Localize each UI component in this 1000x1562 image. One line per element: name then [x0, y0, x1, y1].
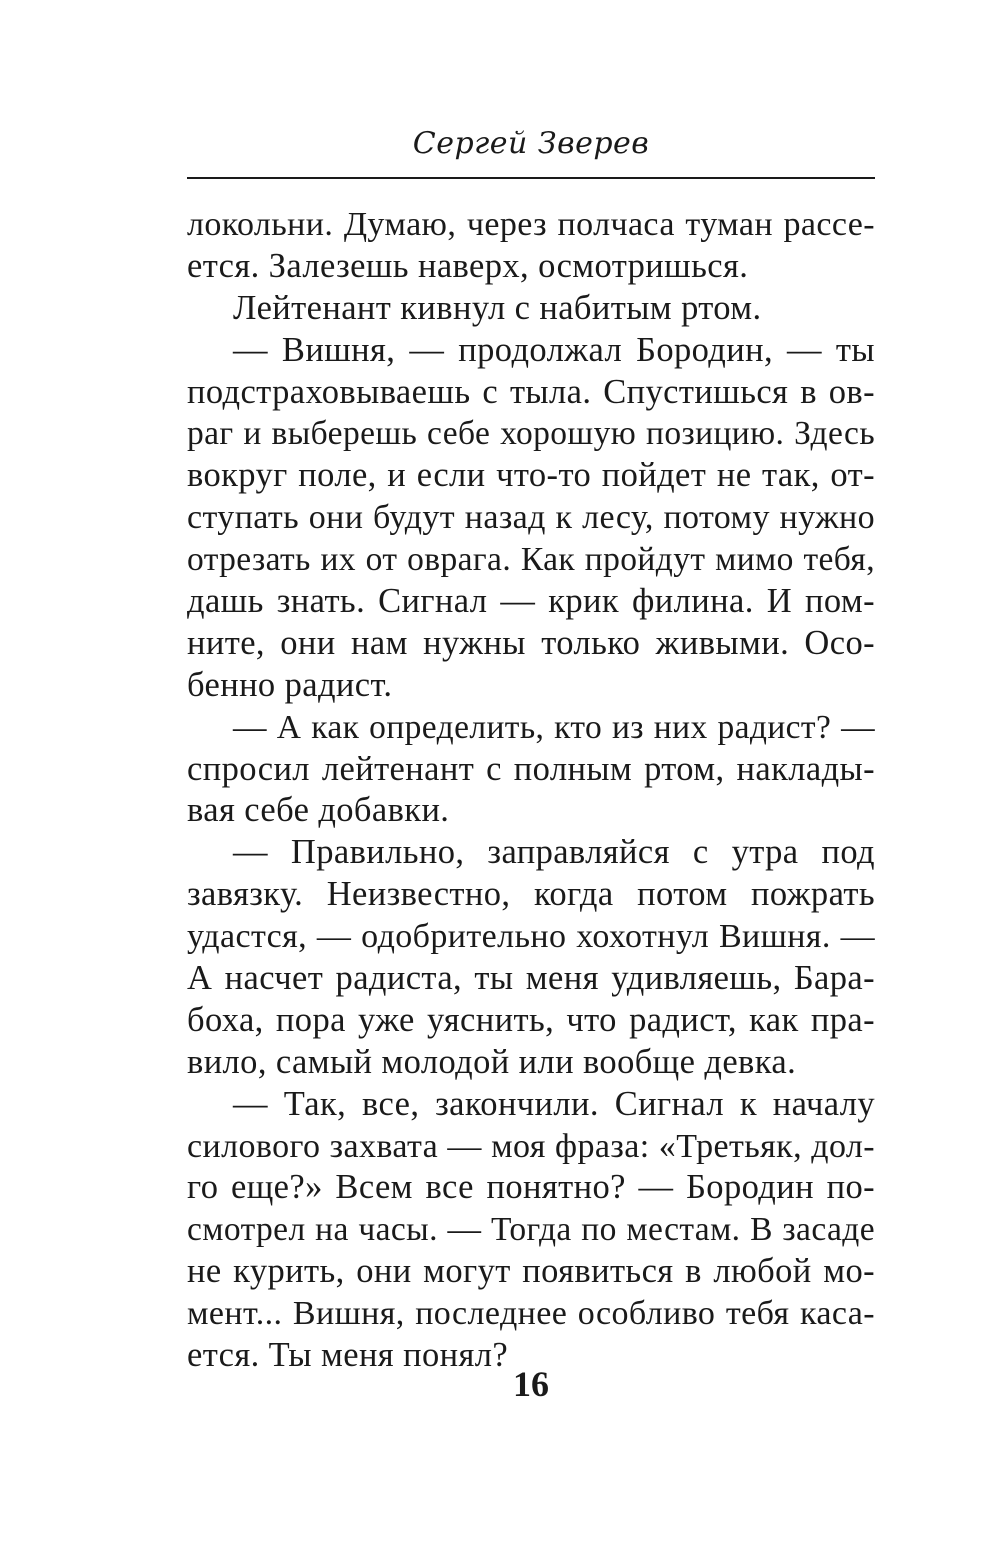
text-line: спросил лейтенант с полным ртом, наклады-	[187, 749, 875, 788]
text-line: вило, самый молодой или вообще девка.	[187, 1042, 797, 1081]
text-line: не курить, они могут появиться в любой мо-	[187, 1252, 875, 1291]
text-line: завязку. Неизвестно, когда потом пожрать	[187, 875, 875, 914]
text-line: раг и выберешь себе хорошую позицию. Здесь	[187, 415, 875, 453]
page-number: 16	[513, 1364, 549, 1404]
text-line: го еще?» Всем все понятно? — Бородин по-	[187, 1168, 875, 1207]
text-line: мент... Вишня, последнее особливо тебя каса-	[187, 1295, 875, 1333]
text-line: подстраховываешь с тыла. Спустишься в ов-	[187, 372, 875, 411]
text-line: ется. Залезешь наверх, осмотришься.	[187, 246, 749, 285]
text-line: ните, они нам нужны только живыми. Осо-	[187, 623, 875, 662]
text-line: — Правильно, заправляйся с утра под	[233, 833, 875, 872]
text-line: ступать они будут назад к лесу, потому нужно	[187, 499, 875, 537]
text-line: бенно радист.	[187, 665, 393, 704]
text-line: вая себе добавки.	[187, 791, 450, 830]
running-head-author: Сергей Зверев	[412, 126, 650, 161]
text-line: смотрел на часы. — Тогда по местам. В засаде	[187, 1211, 875, 1249]
text-line: ется. Ты меня понял?	[187, 1336, 509, 1375]
text-line: боха, пора уже уяснить, что радист, как пра-	[187, 1000, 875, 1039]
text-line: — А как определить, кто из них радист? —	[233, 708, 875, 746]
text-line: А насчет радиста, ты меня удивляешь, Бара-	[187, 959, 875, 998]
body-text	[187, 204, 875, 1377]
text-line: — Вишня, — продолжал Бородин, — ты	[233, 330, 875, 369]
text-line: вокруг поле, и если что-то пойдет не так, от-	[187, 456, 875, 495]
text-line: локольни. Думаю, через полчаса туман рассе-	[187, 206, 875, 243]
text-line: силового захвата — моя фраза: «Третьяк, дол-	[187, 1127, 875, 1165]
text-line: отрезать их от оврага. Как пройдут мимо тебя,	[187, 541, 875, 579]
text-line: Лейтенант кивнул с набитым ртом.	[233, 288, 762, 327]
text-line: дашь знать. Сигнал — крик филина. И пом-	[187, 582, 875, 621]
text-line: удастся, — одобрительно хохотнул Вишня. —	[187, 918, 875, 956]
header-rule	[187, 177, 875, 179]
text-line: — Так, все, закончили. Сигнал к началу	[233, 1084, 875, 1123]
